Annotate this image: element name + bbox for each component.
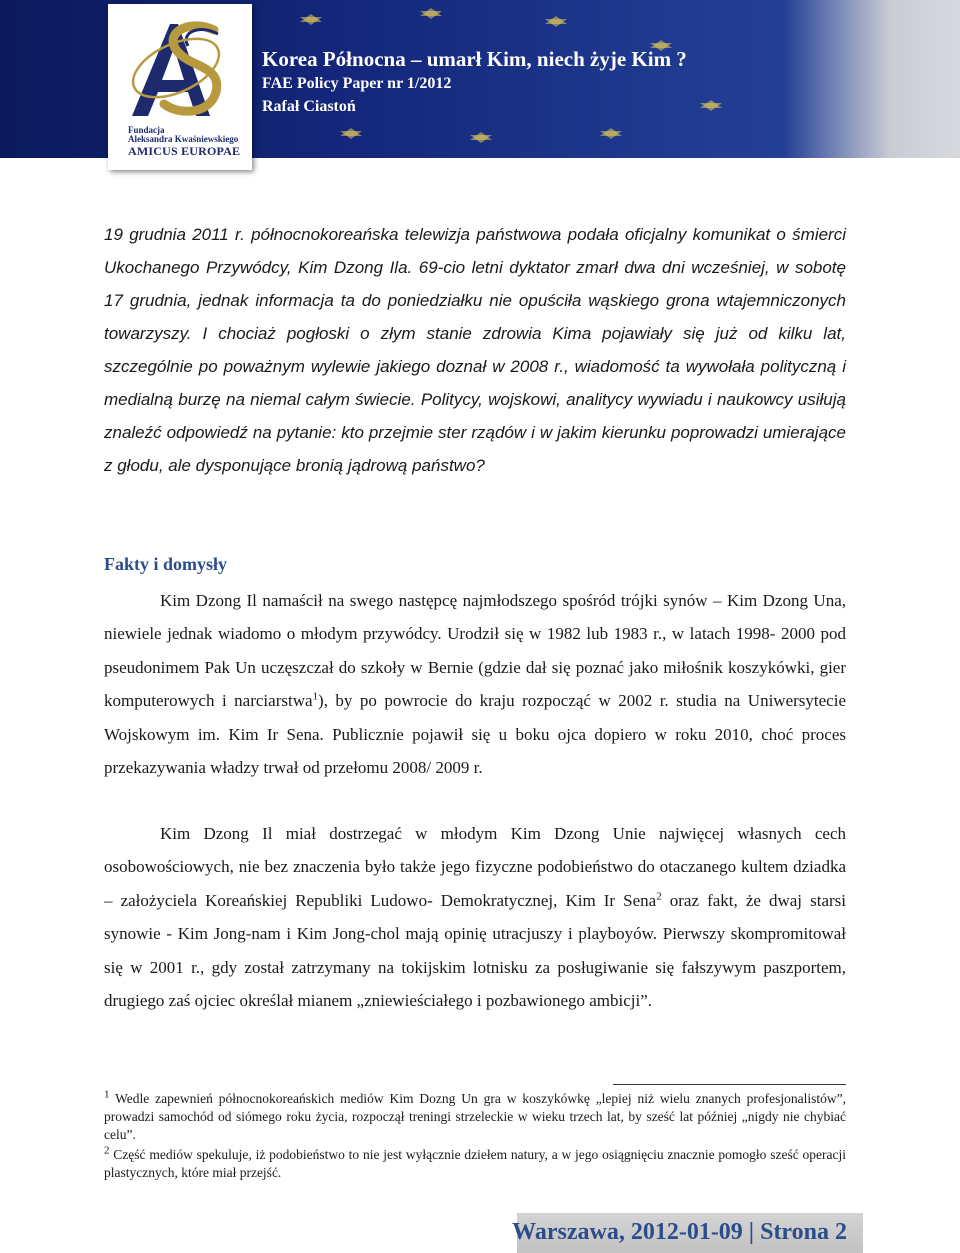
eu-star-decoration	[420, 8, 442, 16]
para2-text-b: oraz fakt, że dwaj starsi synowie - Kim Jong-nam i Kim Jong-chol mają opinię utracjuszy i playboyów. Pierwszy skompromitował się w 2001 r., gdy został zatrzymany na tokijskim lotnisku za posługiwanie się fałszywym paszportem, drugiego zaś ojciec określał mianem „zniewieściałego i pozbawionego ambicji”.	[104, 890, 846, 1011]
document-title: Korea Północna – umarł Kim, niech żyje Kim ?	[262, 47, 687, 71]
footnote-ref-1[interactable]: 1	[312, 690, 319, 703]
eu-star-decoration	[545, 16, 567, 24]
logo-line-name: Aleksandra Kwaśniewskiego	[128, 134, 239, 144]
para2-text-a: Kim Dzong Il miał dostrzegać w młodym Kim Dzong Unie najwięcej własnych cech osobowościowych, nie bez znaczenia było także jego fizyczne podobieństwo do otaczanego kultem dziadka – założyciela Koreańskiej Republiki Ludowo- Demokratycznej, Kim Ir Sena	[104, 824, 846, 910]
section-heading: Fakty i domysły	[104, 554, 228, 574]
footnote-separator	[613, 1084, 846, 1085]
lead-paragraph: 19 grudnia 2011 r. północnokoreańska telewizja państwowa podała oficjalny komunikat o śmierci Ukochanego Przywódcy, Kim Dzong Ila. 69-cio letni dyktator zmarł dwa dni wcześniej, w sobotę 17 grudnia, jednak informacja ta do poniedziałku nie opuściła wąskiego grona wtajemniczonych towarzyszy. I chociaż pogłoski o złym stanie zdrowia Kima pojawiały się już od kilku lat, szczególnie po poważnym wylewie jakiego doznał w 2008 r., wiadomość ta wywołała polityczną i medialną burzę na niemal całym świecie. Politycy, wojskowi, analitycy wywiadu i naukowcy usiłują znaleźć odpowiedź na pytanie: kto przejmie ster rządów i w jakim kierunku poprowadzi umierające z głodu, ale dysponujące bronią jądrową państwo?	[104, 225, 846, 475]
footnote-number: 2	[104, 1144, 110, 1157]
eu-star-decoration	[600, 128, 622, 136]
body-paragraph-1	[104, 584, 846, 784]
footnote-ref-2[interactable]: 2	[656, 890, 662, 903]
header-text	[262, 46, 687, 118]
eu-star-decoration	[340, 128, 362, 136]
eu-star-decoration	[700, 100, 722, 108]
logo-line-amicus: AMICUS EUROPAE	[128, 144, 241, 158]
page-footer	[512, 1213, 863, 1253]
logo-line-fundacja: Fundacja	[128, 125, 165, 135]
banner-fade	[785, 0, 960, 158]
footnotes	[104, 1090, 846, 1184]
footer-place-date-page: Warszawa, 2012-01-09 | Strona 2	[512, 1219, 847, 1245]
body-paragraph-2	[104, 817, 846, 1017]
author-name: Rafał Ciastoń	[262, 98, 356, 115]
para1-text-b: ), by po powrocie do kraju rozpocząć w 2002 r. studia na Uniwersytecie Wojskowym im. Kim Ir Sena. Publicznie pojawił się u boku ojca dopiero w roku 2010, choć proces przekazywania władzy trwał od przełomu 2008/ 2009 r.	[104, 691, 846, 778]
footnote-2	[104, 1146, 846, 1182]
footnote-text: Część mediów spekuluje, iż podobieństwo to nie jest wyłącznie dziełem natury, a w jego osiągnięciu znacznie pomogło sześć operacji plastycznych, które miał przejść.	[104, 1147, 846, 1180]
eu-star-decoration	[470, 132, 492, 140]
foundation-logo	[108, 4, 252, 170]
eu-star-decoration	[300, 14, 322, 22]
para1-text-a: Kim Dzong Il namaścił na swego następcę najmłodszego spośród trójki synów – Kim Dzong Una, niewiele jednak wiadomo o młodym przywódcy. Urodził się w 1982 lub 1983 r., w latach 1998- 2000 pod pseudonimem Pak Un uczęszczał do szkoły w Bernie (gdzie dał się poznać jako miłośnik koszykówki, gier komputerowych i narciarstwa	[104, 591, 846, 711]
footnote-number: 1	[104, 1088, 110, 1101]
footnote-text: Wedle zapewnień północnokoreańskich mediów Kim Dozng Un gra w koszykówkę „lepiej niż wielu znanych profesjonalistów”, prowadzi samochód od siómego roku życia, rozpoczął treningi strzeleckie w wieku trzech lat, by sześć lat później „nigdy nie chybiać celu”.	[104, 1091, 846, 1142]
ae-monogram-icon	[118, 12, 242, 124]
footnote-1	[104, 1090, 846, 1144]
paper-number: FAE Policy Paper nr 1/2012	[262, 75, 452, 92]
